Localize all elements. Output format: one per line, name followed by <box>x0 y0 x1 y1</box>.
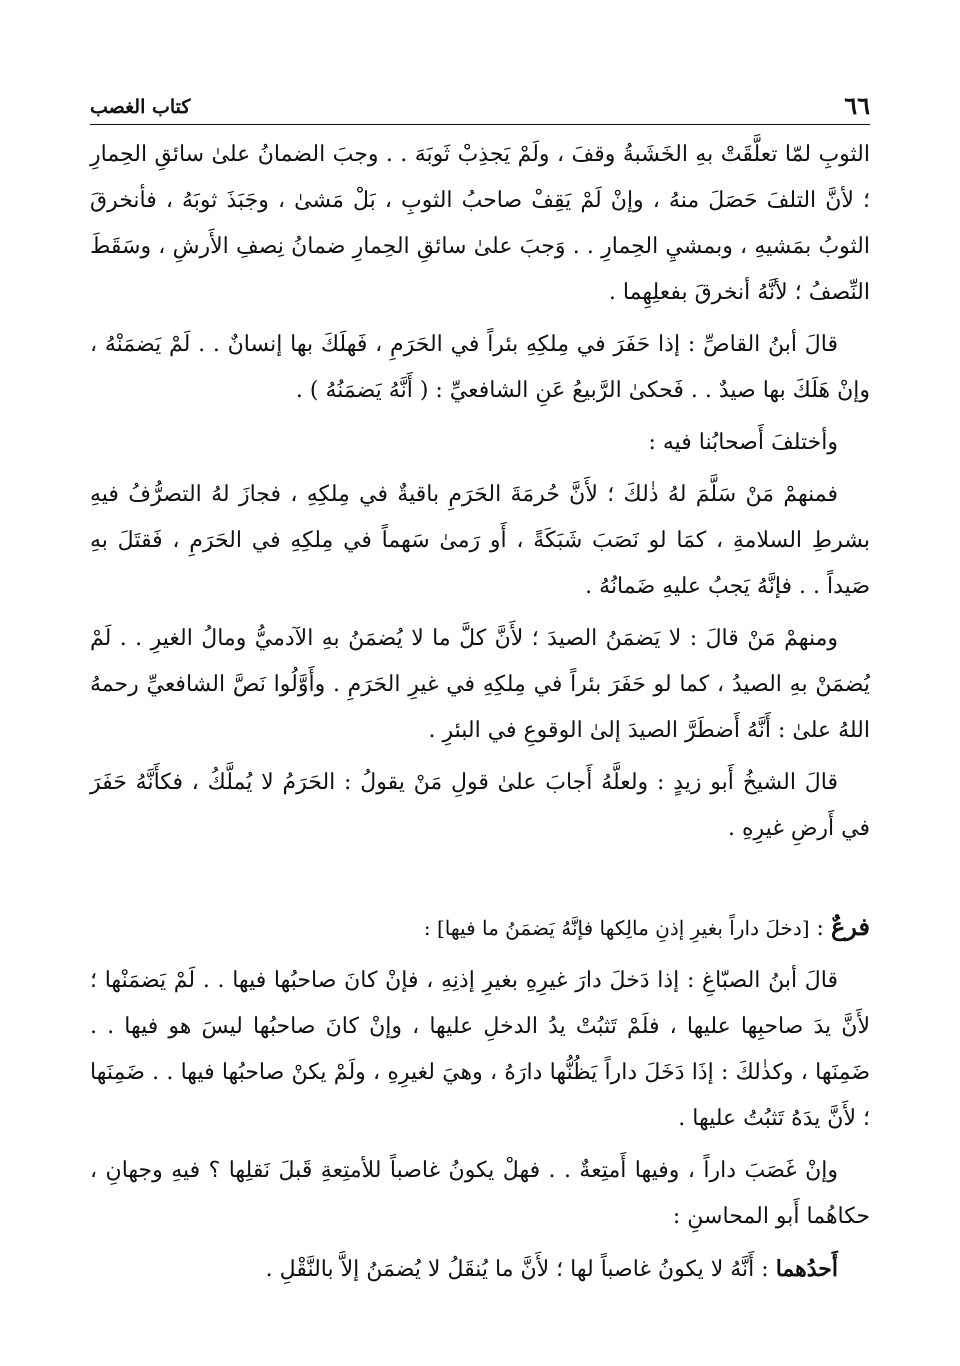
paragraph: الثوبِ لمّا تعلَّقَتْ بهِ الخَشَبةُ وقفَ ، ولَمْ يَجذِبْ ثَوبَهَ . . وجبَ الضمانُ علىٰ سائقِ الحِمارِ ؛ لأنَّ التلفَ حَصَلَ منهُ ، وإنْ لَمْ يَقِفْ صاحبُ الثوبِ ، بَلْ مَشىٰ ، وجَبَذَ ثوبَهُ ، فأنخرقَ الثوبُ بمَشيهِ ، وبمشيِ الحِمارِ . . وَجبَ علىٰ سائقِ الحِمارِ ضمانُ نِصفِ الأَرشِ ، وسَقَطَ النِّصفُ ؛ لأنَّهُ أنخرقَ بفعلِهِما . <box>90 142 870 305</box>
paragraph: قالَ أبنُ القاصِّ : إذا حَفَرَ في مِلكِهِ بئراً في الحَرَمِ ، فَهلَكَ بها إنسانٌ . . لَمْ يَضمَنْهُ ، وإنْ هَلَكَ بها صيدٌ . . فَحكىٰ الرَّبيعُ عَنِ الشافعيِّ : ( أَنَّهُ يَضمَنُهُ ) . <box>90 332 870 403</box>
paragraph: قالَ الشيخُ أَبو زيدٍ : ولعلَّهُ أَجابَ علىٰ قولِ مَنْ يقولُ : الحَرَمُ لا يُملَّكُ ، فكأَنَّهُ حَفَرَ في أَرضِ غيرِهِ . <box>90 770 870 841</box>
page-number: ٦٦ <box>844 91 870 120</box>
running-title: كتاب الغصب <box>90 96 191 118</box>
section-heading <box>90 904 870 952</box>
section-spacer <box>90 858 870 904</box>
page-body <box>90 132 870 1299</box>
section-lead: فرعٌ <box>830 912 870 941</box>
paragraph: فمنهمْ مَنْ سَلَّمَ لهُ ذٰلكَ ؛ لأَنَّ حُرمَةَ الحَرَمِ باقيةٌ في مِلكِهِ ، فجازَ لهُ التصرُّفُ فيهِ بشرطِ السلامةِ ، كمَا لو نَصَبَ شَبَكَةً ، أَو رَمىٰ سَهماً في مِلكِهِ في الحَرَمِ ، فَقتَلَ بهِ صَيداً . . فإنَّهُ يَجبُ عليهِ ضَمانُهُ . <box>90 482 870 599</box>
option-text: : أَنَّهُ لا يكونُ غاصباً لها ؛ لأَنَّ ما يُنقَلُ لا يُضمَنُ إلاَّ بالنَّقْلِ . <box>265 1257 776 1282</box>
section-title: [دخلَ داراً بغيرِ إذنِ مالِكها فإنَّهُ يَضمَنُ ما فيها] : <box>423 916 810 940</box>
paragraph <box>90 1246 870 1293</box>
paragraph: وأختلفَ أَصحابُنا فيه : <box>648 430 838 455</box>
section-colon: : <box>809 916 831 941</box>
page-header <box>90 88 870 125</box>
paragraph: وإنْ غَصَبَ داراً ، وفيها أَمتِعةٌ . . فهلْ يكونُ غاصباً للأمتِعةِ قَبلَ نَقلِها ؟ فيهِ وجهانِ ، حكاهُما أَبو المحاسنِ : <box>90 1158 870 1229</box>
paragraph: قالَ أبنُ الصبّاغِ : إذا دَخلَ دارَ غيرِهِ بغيرِ إذنِهِ ، فإنْ كانَ صاحبُها فيها . . لَمْ يَضمَنْها ؛ لأَنَّ يدَ صاحبِها عليها ، فلَمْ تَثبُتْ يدُ الدخلِ عليها ، وإنْ كانَ صاحبُها ليسَ هو فيها . . ضَمِنَها ، وكذٰلكَ : إذَا دَخَلَ داراً يَظُنُّها دارَهُ ، وهيَ لغيرِهِ ، ولَمْ يكنْ صاحبُها فيها . . ضَمِنَها ؛ لأَنَّ يدَهُ تَثبُتُ عليها . <box>90 968 870 1131</box>
paragraph: ومنهمْ مَنْ قالَ : لا يَضمَنُ الصيدَ ؛ لأَنَّ كلَّ ما لا يُضمَنُ بهِ الآدميُّ ومالُ الغيرِ . . لَمْ يُضمَنْ بهِ الصيدُ ، كما لو حَفَرَ بئراً في مِلكِهِ في غيرِ الحَرَمِ . وأَوَّلُوا نَصَّ الشافعيِّ رحمهُ اللهُ علىٰ : أَنَّهُ أَضطَرَّ الصيدَ إلىٰ الوقوعِ في البئرِ . <box>90 626 870 743</box>
option-lead: أَحدُهما <box>775 1256 838 1282</box>
